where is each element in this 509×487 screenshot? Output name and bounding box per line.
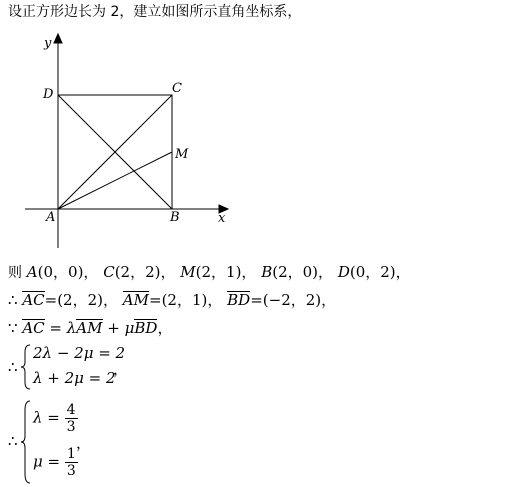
relation-vector-ac: AC (22, 319, 45, 337)
relation-line (8, 318, 172, 338)
vector-ac-value: =(2，2)， (44, 291, 119, 309)
relation-mu: μ (124, 319, 135, 337)
coord-d-value: (0，2)， (349, 263, 411, 281)
relation-end: ， (157, 319, 173, 337)
vector-ac: AC (22, 291, 45, 309)
coord-b-value: (2，0)， (272, 263, 334, 281)
lambda-lhs: λ = (33, 408, 60, 427)
because-symbol: ∵ (8, 319, 18, 337)
vector-bd: BD (227, 291, 251, 309)
lambda-numerator: 4 (66, 402, 76, 418)
intro-text: 设正方形边长为 2，建立如图所示直角坐标系， (8, 4, 302, 20)
system1-eq1: 2λ − 2μ = 2 (33, 344, 126, 362)
system1-end: ， (113, 360, 129, 378)
coords-prefix: 则 (8, 265, 22, 281)
vectors-line (8, 290, 336, 310)
label-b: B (170, 210, 180, 225)
system1-brace (20, 344, 32, 390)
vector-am: AM (122, 291, 149, 309)
coord-m-name: M (180, 263, 196, 281)
label-y: y (44, 36, 52, 51)
lambda-fraction (65, 402, 78, 435)
relation-vector-bd: BD (134, 319, 158, 337)
coords-line (8, 262, 411, 283)
y-axis-arrow (54, 34, 62, 43)
coord-d-name: D (337, 263, 350, 281)
system2-lambda-row (33, 402, 78, 435)
segment-am (58, 152, 172, 209)
therefore-symbol: ∴ (8, 291, 18, 309)
label-x: x (218, 211, 226, 226)
relation-vector-am: AM (76, 319, 103, 337)
coord-a-name: A (26, 263, 38, 281)
mu-denominator: 3 (66, 463, 76, 479)
system2-end: ， (76, 434, 92, 452)
label-m: M (175, 147, 189, 162)
vector-am-value: =(2，1)， (149, 291, 223, 309)
coord-m-value: (2，1)， (195, 263, 257, 281)
lambda-denominator: 3 (66, 419, 76, 435)
mu-lhs: μ = (33, 452, 61, 471)
system2-symbol: ∴ (8, 432, 18, 450)
label-c: C (172, 81, 182, 96)
system1-eq2: λ + 2μ = 2 (33, 369, 116, 387)
system1-symbol: ∴ (8, 358, 18, 376)
vector-bd-value: =(−2，2)， (250, 291, 337, 309)
mu-numerator: 1 (66, 446, 76, 462)
label-a: A (46, 210, 56, 225)
system2-brace (20, 400, 32, 484)
coord-c-name: C (103, 263, 115, 281)
relation-equals: = (49, 319, 62, 337)
coord-a-value: (0，0)， (37, 263, 99, 281)
relation-lambda: λ (66, 319, 77, 337)
system2-mu-row (33, 446, 78, 479)
label-d: D (43, 87, 54, 102)
coord-c-value: (2，2)， (114, 263, 176, 281)
coord-b-name: B (261, 263, 273, 281)
relation-plus: + (107, 319, 120, 337)
